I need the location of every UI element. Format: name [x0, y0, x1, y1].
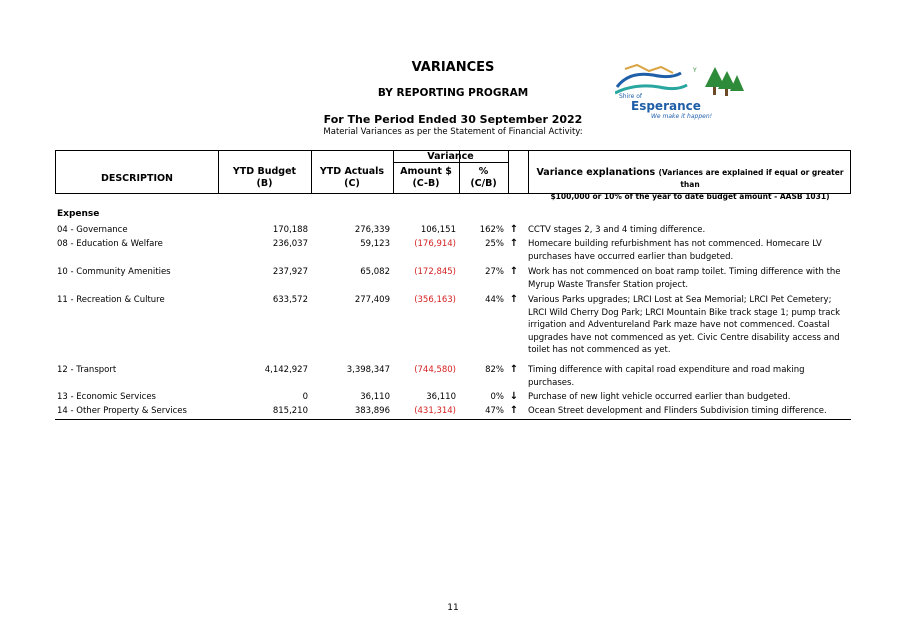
report-subtitle: BY REPORTING PROGRAM: [377, 87, 529, 99]
up-arrow-icon: ↑: [509, 224, 519, 235]
up-arrow-icon: ↑: [509, 266, 519, 277]
down-arrow-icon: ↓: [509, 391, 519, 402]
logo-tagline: We make it happen!: [651, 113, 713, 120]
page-number: 11: [447, 603, 459, 613]
up-arrow-icon: ↑: [509, 364, 519, 375]
logo-line2: Esperance: [631, 99, 701, 113]
report-title: VARIANCES: [411, 60, 495, 75]
logo-line1: Shire of: [619, 93, 642, 100]
report-note: Material Variances as per the Statement of Financial Activity:: [323, 127, 583, 137]
up-arrow-icon: ↑: [509, 294, 519, 305]
up-arrow-icon: ↑: [509, 405, 519, 416]
table-bottom-rule: [55, 419, 851, 420]
header-actuals: YTD Actuals (C): [319, 166, 385, 189]
svg-text:Y: Y: [693, 67, 697, 74]
header-budget: YTD Budget (B): [232, 166, 297, 189]
header-explanations: Variance explanations (Variances are explained if equal or greater than $100,000 or 10% of the year to date budget amount - AASB 1031): [536, 167, 844, 201]
header-description: DESCRIPTION: [100, 173, 174, 184]
header-variance: Variance: [427, 151, 474, 162]
shire-logo: [615, 63, 747, 123]
header-percent: % (C/B): [470, 166, 497, 189]
up-arrow-icon: ↑: [509, 238, 519, 249]
report-period: For The Period Ended 30 September 2022: [323, 113, 583, 126]
section-expense: Expense: [57, 209, 100, 219]
header-amount: Amount $ (C-B): [400, 166, 452, 189]
table-header: [55, 150, 851, 201]
